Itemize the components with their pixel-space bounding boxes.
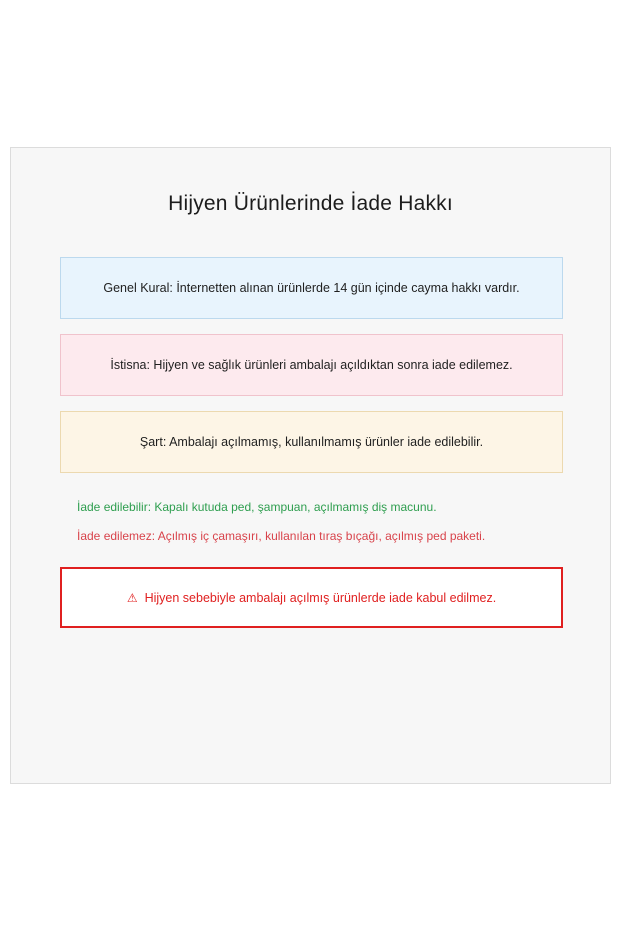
exception-text: İstisna: Hijyen ve sağlık ürünleri ambalajı açıldıktan sonra iade edilemez. [110,357,513,372]
general-rule-box [60,257,563,319]
warning-triangle-icon: ⚠ [126,590,138,605]
exception-box [60,334,563,396]
nonreturnable-note: İade edilemez: Açılmış iç çamaşırı, kullanılan tıraş bıçağı, açılmış ped paketi. [77,529,486,543]
page-title: Hijyen Ürünlerinde İade Hakkı [168,192,453,215]
warning-text: Hijyen sebebiyle ambalajı açılmış ürünlerde iade kabul edilmez. [144,590,497,605]
returnable-note: İade edilebilir: Kapalı kutuda ped, şampuan, açılmamış diş macunu. [77,500,437,514]
info-card [10,147,611,784]
condition-box [60,411,563,473]
warning-banner [60,567,563,628]
condition-text: Şart: Ambalajı açılmamış, kullanılmamış ürünler iade edilebilir. [139,434,484,449]
general-rule-text: Genel Kural: İnternetten alınan ürünlerde 14 gün içinde cayma hakkı vardır. [103,280,520,295]
